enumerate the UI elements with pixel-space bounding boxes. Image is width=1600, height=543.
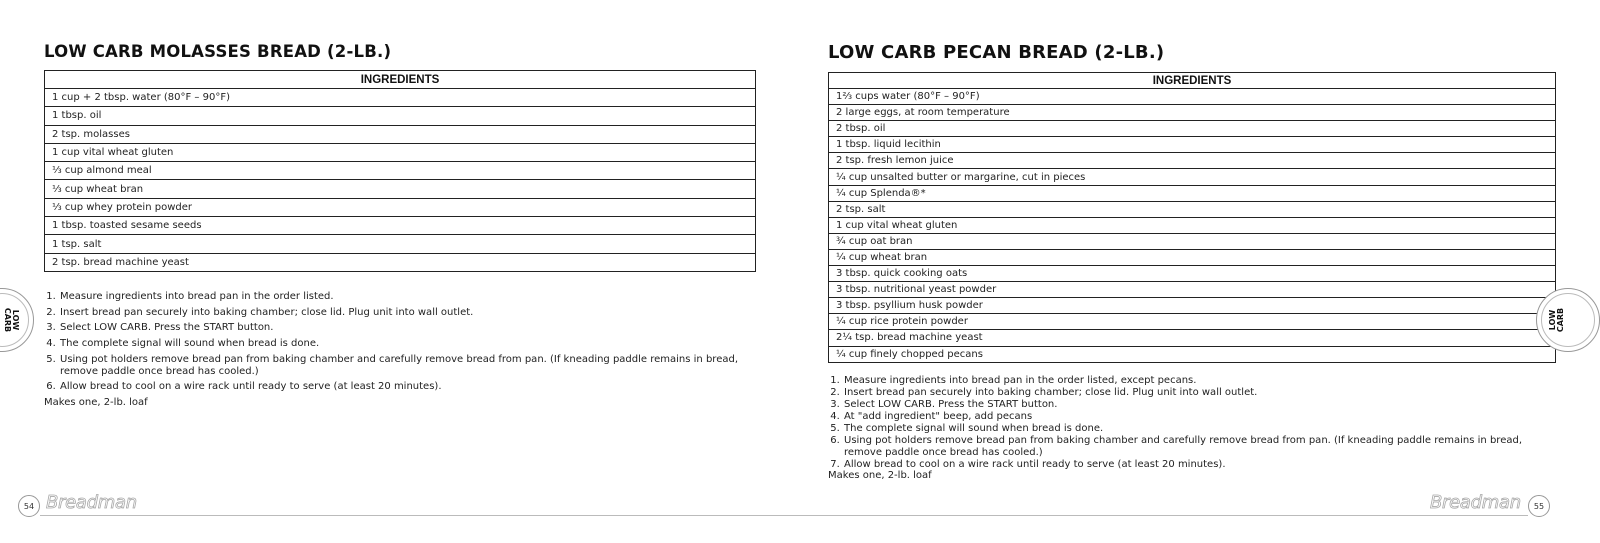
ingredient-row: [829, 105, 1556, 121]
ingredient-row: [45, 107, 756, 125]
ingredients-table: [44, 70, 756, 272]
brand-logo: Breadman: [46, 492, 137, 513]
section-tab-label: LOW CARB: [3, 307, 20, 333]
ingredient: ⅓ cup almond meal: [45, 162, 756, 180]
instruction-step: 1. Measure ingredients into bread pan in the order listed.: [59, 291, 749, 303]
ingredient: 2 tsp. fresh lemon juice: [829, 153, 1556, 169]
ingredient: 1 tsp. salt: [45, 235, 756, 253]
ingredient: 2 tsp. bread machine yeast: [45, 253, 756, 271]
section-tab: [0, 288, 34, 352]
ingredient: 2¼ tsp. bread machine yeast: [829, 330, 1556, 346]
ingredient-row: [829, 169, 1556, 185]
ingredient-row: [829, 282, 1556, 298]
ingredient: 1⅔ cups water (80°F – 90°F): [829, 89, 1556, 105]
instruction-step: 6. Allow bread to cool on a wire rack until ready to serve (at least 20 minutes).: [59, 381, 749, 393]
ingredient-row: [829, 314, 1556, 330]
ingredient-row: [829, 233, 1556, 249]
ingredient: 1 tbsp. toasted sesame seeds: [45, 217, 756, 235]
footer-rule: [40, 515, 800, 516]
instruction-step: 4. At "add ingredient" beep, add pecans: [843, 411, 1533, 423]
instruction-step: 5. Using pot holders remove bread pan from baking chamber and carefully remove bread from pan. (If kneading paddle remains in bread, remove paddle once bread has cooled.): [59, 354, 749, 378]
instruction-step: 2. Insert bread pan securely into baking chamber; close lid. Plug unit into wall outlet.: [843, 387, 1533, 399]
ingredient-row: [829, 346, 1556, 362]
ingredient: ⅓ cup whey protein powder: [45, 198, 756, 216]
right-page: [800, 0, 1600, 543]
ingredient-row: [829, 249, 1556, 265]
instruction-step: 3. Select LOW CARB. Press the START button.: [59, 322, 749, 334]
ingredient-row: [45, 180, 756, 198]
instruction-step: 1. Measure ingredients into bread pan in the order listed, except pecans.: [843, 375, 1533, 387]
page-number: 54: [18, 495, 40, 517]
instructions-list: [828, 375, 1533, 471]
ingredient-row: [45, 235, 756, 253]
ingredient-row: [829, 185, 1556, 201]
footer-rule: [800, 515, 1528, 516]
ingredient: 2 tsp. molasses: [45, 125, 756, 143]
ingredient-row: [829, 137, 1556, 153]
ingredients-table: [828, 72, 1556, 363]
ingredients-header: INGREDIENTS: [829, 73, 1556, 89]
yield-text: Makes one, 2-lb. loaf: [44, 397, 148, 408]
ingredient-row: [829, 217, 1556, 233]
section-tab-label: LOW CARB: [1548, 307, 1565, 333]
ingredient: ⅓ cup wheat bran: [45, 180, 756, 198]
instructions-list: [44, 291, 749, 397]
ingredient: ¼ cup wheat bran: [829, 249, 1556, 265]
recipe-title: LOW CARB PECAN BREAD (2-LB.): [828, 42, 1165, 63]
page-number: 55: [1528, 495, 1550, 517]
ingredient: ¼ cup unsalted butter or margarine, cut in pieces: [829, 169, 1556, 185]
brand-logo: Breadman: [1430, 492, 1521, 513]
yield-text: Makes one, 2-lb. loaf: [828, 470, 932, 481]
ingredient-row: [829, 298, 1556, 314]
ingredient: 1 cup vital wheat gluten: [829, 217, 1556, 233]
ingredient-row: [829, 89, 1556, 105]
section-tab: [1536, 288, 1600, 352]
ingredient-row: [45, 217, 756, 235]
ingredient-row: [829, 266, 1556, 282]
ingredients-header: INGREDIENTS: [45, 71, 756, 89]
ingredient-row: [829, 153, 1556, 169]
ingredient: ¾ cup oat bran: [829, 233, 1556, 249]
instruction-step: 7. Allow bread to cool on a wire rack until ready to serve (at least 20 minutes).: [843, 459, 1533, 471]
ingredient-row: [829, 330, 1556, 346]
ingredient: 1 cup vital wheat gluten: [45, 143, 756, 161]
instruction-step: 3. Select LOW CARB. Press the START button.: [843, 399, 1533, 411]
ingredient-row: [45, 89, 756, 107]
ingredient-row: [45, 162, 756, 180]
ingredient: 3 tbsp. nutritional yeast powder: [829, 282, 1556, 298]
instruction-step: 5. The complete signal will sound when bread is done.: [843, 423, 1533, 435]
ingredient: 2 tbsp. oil: [829, 121, 1556, 137]
ingredient: 3 tbsp. quick cooking oats: [829, 266, 1556, 282]
ingredient: 2 tsp. salt: [829, 201, 1556, 217]
ingredient: 3 tbsp. psyllium husk powder: [829, 298, 1556, 314]
ingredient: 2 large eggs, at room temperature: [829, 105, 1556, 121]
instruction-step: 4. The complete signal will sound when bread is done.: [59, 338, 749, 350]
ingredient: 1 tbsp. oil: [45, 107, 756, 125]
ingredient: ¼ cup finely chopped pecans: [829, 346, 1556, 362]
ingredient: ¼ cup rice protein powder: [829, 314, 1556, 330]
ingredient: 1 cup + 2 tbsp. water (80°F – 90°F): [45, 89, 756, 107]
ingredient: ¼ cup Splenda®*: [829, 185, 1556, 201]
ingredient-row: [45, 198, 756, 216]
ingredient-row: [829, 121, 1556, 137]
instruction-step: 2. Insert bread pan securely into baking chamber; close lid. Plug unit into wall outlet.: [59, 307, 749, 319]
ingredient: 1 tbsp. liquid lecithin: [829, 137, 1556, 153]
ingredient-row: [829, 201, 1556, 217]
ingredient-row: [45, 253, 756, 271]
instruction-step: 6. Using pot holders remove bread pan from baking chamber and carefully remove bread from pan. (If kneading paddle remains in bread, remove paddle once bread has cooled.): [843, 435, 1533, 459]
ingredient-row: [45, 143, 756, 161]
recipe-title: LOW CARB MOLASSES BREAD (2-LB.): [44, 42, 392, 61]
ingredient-row: [45, 125, 756, 143]
